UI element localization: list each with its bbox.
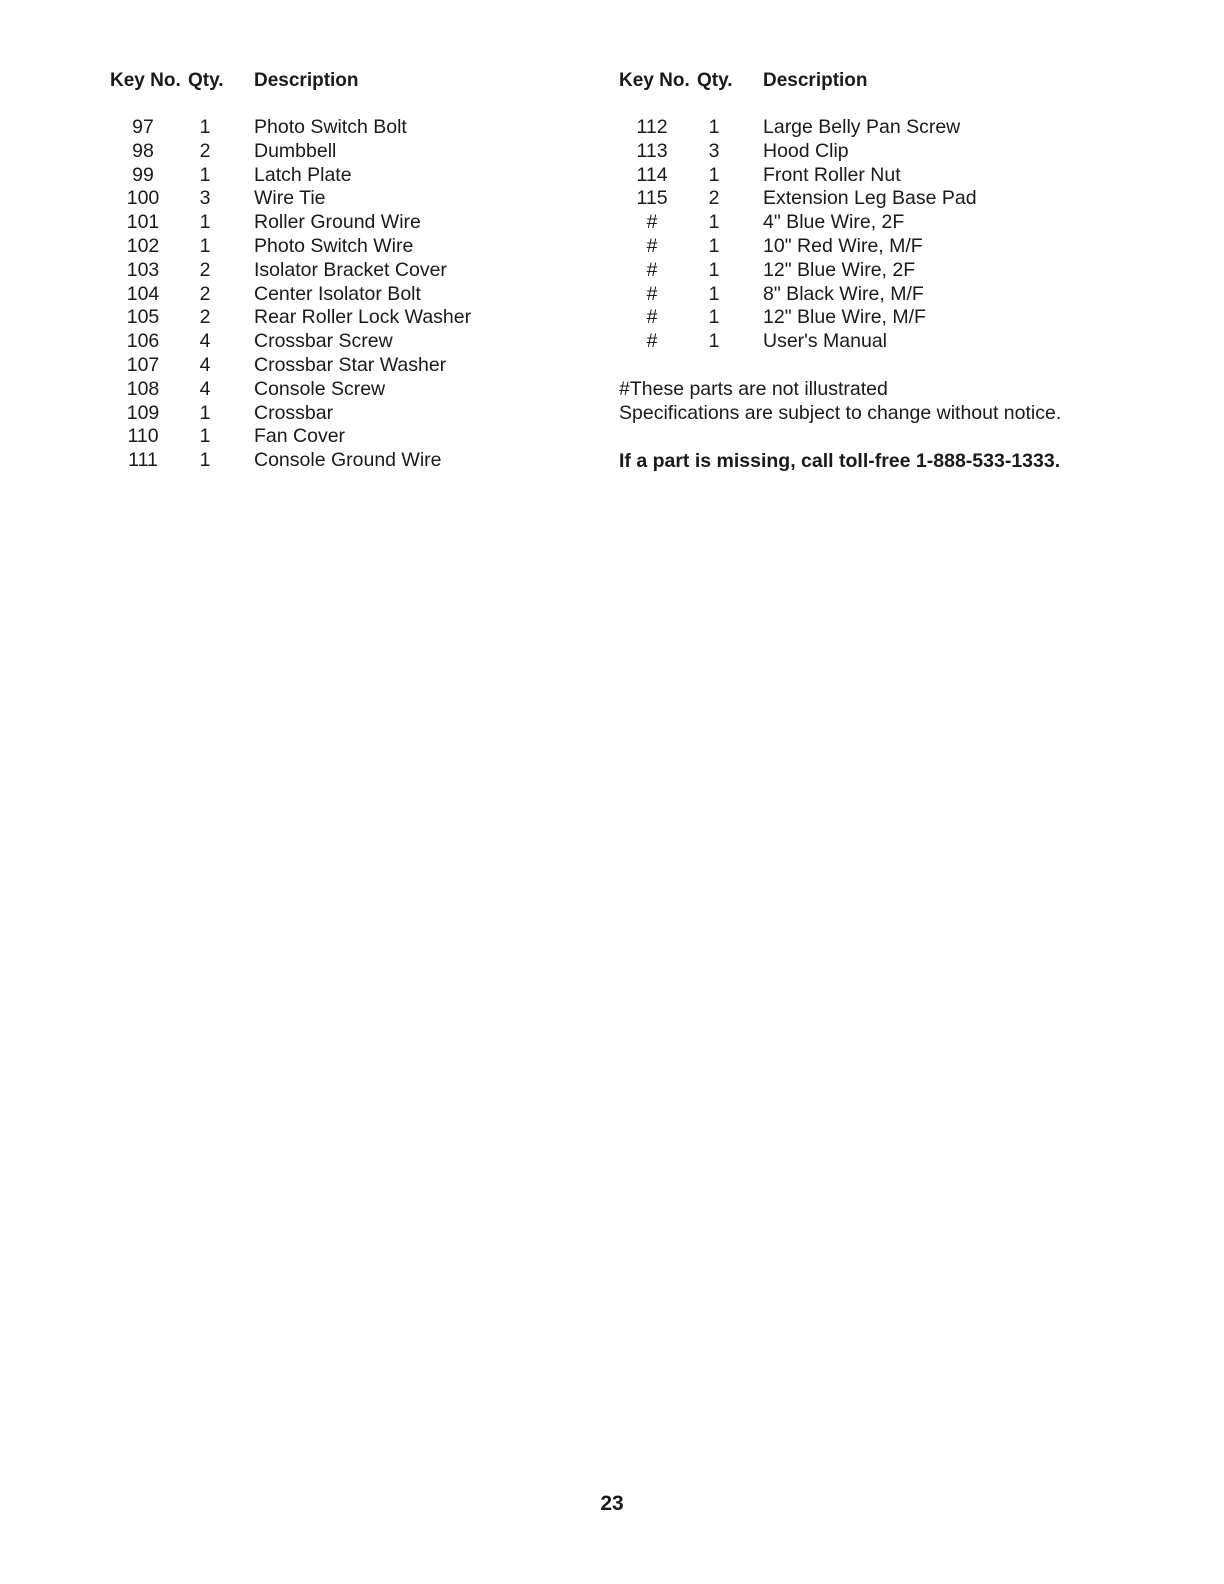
part-key-number: 103: [126, 258, 160, 281]
part-key-number: 104: [126, 282, 160, 305]
part-quantity: 3: [199, 187, 211, 210]
right-table-header: [619, 68, 1119, 94]
parts-row: [619, 164, 1119, 188]
part-key-number: #: [646, 330, 658, 353]
part-description: Roller Ground Wire: [254, 211, 421, 234]
part-quantity: 1: [708, 116, 720, 138]
parts-row: [619, 330, 1119, 354]
part-description: 12" Blue Wire, 2F: [763, 258, 916, 281]
parts-row: [619, 187, 1119, 211]
specifications-note: Specifications are subject to change without notice.: [619, 401, 1062, 424]
left-table-header: [110, 68, 580, 94]
part-key-number: 101: [126, 211, 160, 234]
part-key-number: #: [646, 282, 658, 305]
part-description: Crossbar: [254, 401, 334, 424]
part-description: Crossbar Star Washer: [254, 353, 447, 376]
part-key-number: #: [646, 258, 658, 281]
part-description: 4" Blue Wire, 2F: [763, 211, 905, 234]
part-key-number: 112: [636, 116, 668, 138]
right-parts-column: [619, 68, 1119, 473]
part-quantity: 4: [199, 353, 211, 376]
description-header: Description: [763, 70, 868, 91]
part-key-number: 111: [128, 449, 158, 472]
part-description: Isolator Bracket Cover: [254, 258, 447, 281]
part-description: Large Belly Pan Screw: [763, 116, 961, 138]
part-key-number: 107: [126, 353, 160, 376]
parts-row: [619, 211, 1119, 235]
part-key-number: 100: [126, 187, 160, 210]
part-quantity: 1: [199, 425, 211, 448]
parts-row: [110, 402, 580, 426]
part-key-number: #: [646, 211, 658, 234]
parts-row: [110, 283, 580, 307]
description-header: Description: [254, 70, 359, 91]
part-quantity: 1: [199, 211, 211, 234]
key-no-header: Key No.: [110, 70, 181, 91]
page-number: 23: [600, 1492, 624, 1515]
part-description: 8" Black Wire, M/F: [763, 282, 924, 305]
part-quantity: 2: [199, 258, 211, 281]
part-description: Crossbar Screw: [254, 330, 393, 353]
parts-row: [110, 306, 580, 330]
part-quantity: 1: [199, 163, 211, 186]
part-description: Wire Tie: [254, 187, 326, 210]
part-quantity: 1: [708, 330, 720, 353]
left-parts-list: [110, 116, 580, 473]
part-key-number: 97: [132, 116, 154, 138]
part-key-number: 114: [636, 163, 668, 186]
parts-row: [110, 187, 580, 211]
part-key-number: 105: [126, 306, 160, 329]
part-description: Hood Clip: [763, 139, 849, 162]
parts-row: [110, 235, 580, 259]
part-quantity: 2: [199, 306, 211, 329]
not-illustrated-note: #These parts are not illustrated: [619, 377, 888, 400]
part-key-number: 110: [127, 425, 159, 448]
notes-block: [619, 378, 1119, 426]
part-quantity: 4: [199, 377, 211, 400]
part-description: Fan Cover: [254, 425, 346, 448]
parts-row: [110, 354, 580, 378]
part-key-number: 109: [126, 401, 160, 424]
part-description: Console Ground Wire: [254, 449, 442, 472]
part-quantity: 1: [708, 306, 720, 329]
part-description: Rear Roller Lock Washer: [254, 306, 472, 329]
part-quantity: 3: [708, 139, 720, 162]
parts-row: [619, 140, 1119, 164]
left-parts-column: [110, 68, 580, 473]
part-quantity: 1: [199, 234, 211, 257]
part-key-number: 108: [126, 377, 160, 400]
parts-row: [110, 425, 580, 449]
part-description: Extension Leg Base Pad: [763, 187, 977, 210]
part-key-number: 102: [126, 234, 160, 257]
key-no-header: Key No.: [619, 70, 690, 91]
part-description: 12" Blue Wire, M/F: [763, 306, 926, 329]
parts-row: [110, 330, 580, 354]
right-parts-list: [619, 116, 1119, 354]
part-quantity: 1: [199, 401, 211, 424]
parts-row: [110, 164, 580, 188]
part-quantity: 1: [708, 282, 720, 305]
part-description: Photo Switch Bolt: [254, 116, 407, 138]
part-description: Front Roller Nut: [763, 163, 901, 186]
part-description: 10" Red Wire, M/F: [763, 234, 923, 257]
parts-row: [619, 116, 1119, 140]
part-description: User's Manual: [763, 330, 888, 353]
parts-row: [619, 259, 1119, 283]
part-quantity: 2: [199, 139, 211, 162]
part-key-number: 98: [132, 139, 154, 162]
part-quantity: 1: [708, 163, 720, 186]
part-description: Center Isolator Bolt: [254, 282, 421, 305]
part-quantity: 1: [708, 258, 720, 281]
part-quantity: 1: [199, 449, 211, 472]
part-description: Photo Switch Wire: [254, 234, 414, 257]
qty-header: Qty.: [188, 70, 224, 91]
parts-row: [619, 306, 1119, 330]
part-quantity: 1: [199, 116, 211, 138]
part-key-number: #: [646, 306, 658, 329]
part-key-number: 99: [132, 163, 154, 186]
part-key-number: #: [646, 234, 658, 257]
part-quantity: 1: [708, 211, 720, 234]
part-quantity: 2: [708, 187, 720, 210]
parts-row: [110, 378, 580, 402]
part-description: Dumbbell: [254, 139, 337, 162]
parts-row: [110, 211, 580, 235]
part-key-number: 113: [636, 139, 668, 162]
parts-row: [619, 283, 1119, 307]
part-quantity: 1: [708, 234, 720, 257]
part-description: Console Screw: [254, 377, 386, 400]
parts-row: [110, 259, 580, 283]
parts-row: [110, 140, 580, 164]
parts-row: [110, 449, 580, 473]
part-key-number: 115: [636, 187, 668, 210]
part-quantity: 2: [199, 282, 211, 305]
part-quantity: 4: [199, 330, 211, 353]
parts-row: [110, 116, 580, 140]
qty-header: Qty.: [697, 70, 733, 91]
part-description: Latch Plate: [254, 163, 352, 186]
parts-row: [619, 235, 1119, 259]
part-key-number: 106: [126, 330, 160, 353]
missing-part-notice: If a part is missing, call toll-free 1-888-533-1333.: [619, 449, 1061, 472]
